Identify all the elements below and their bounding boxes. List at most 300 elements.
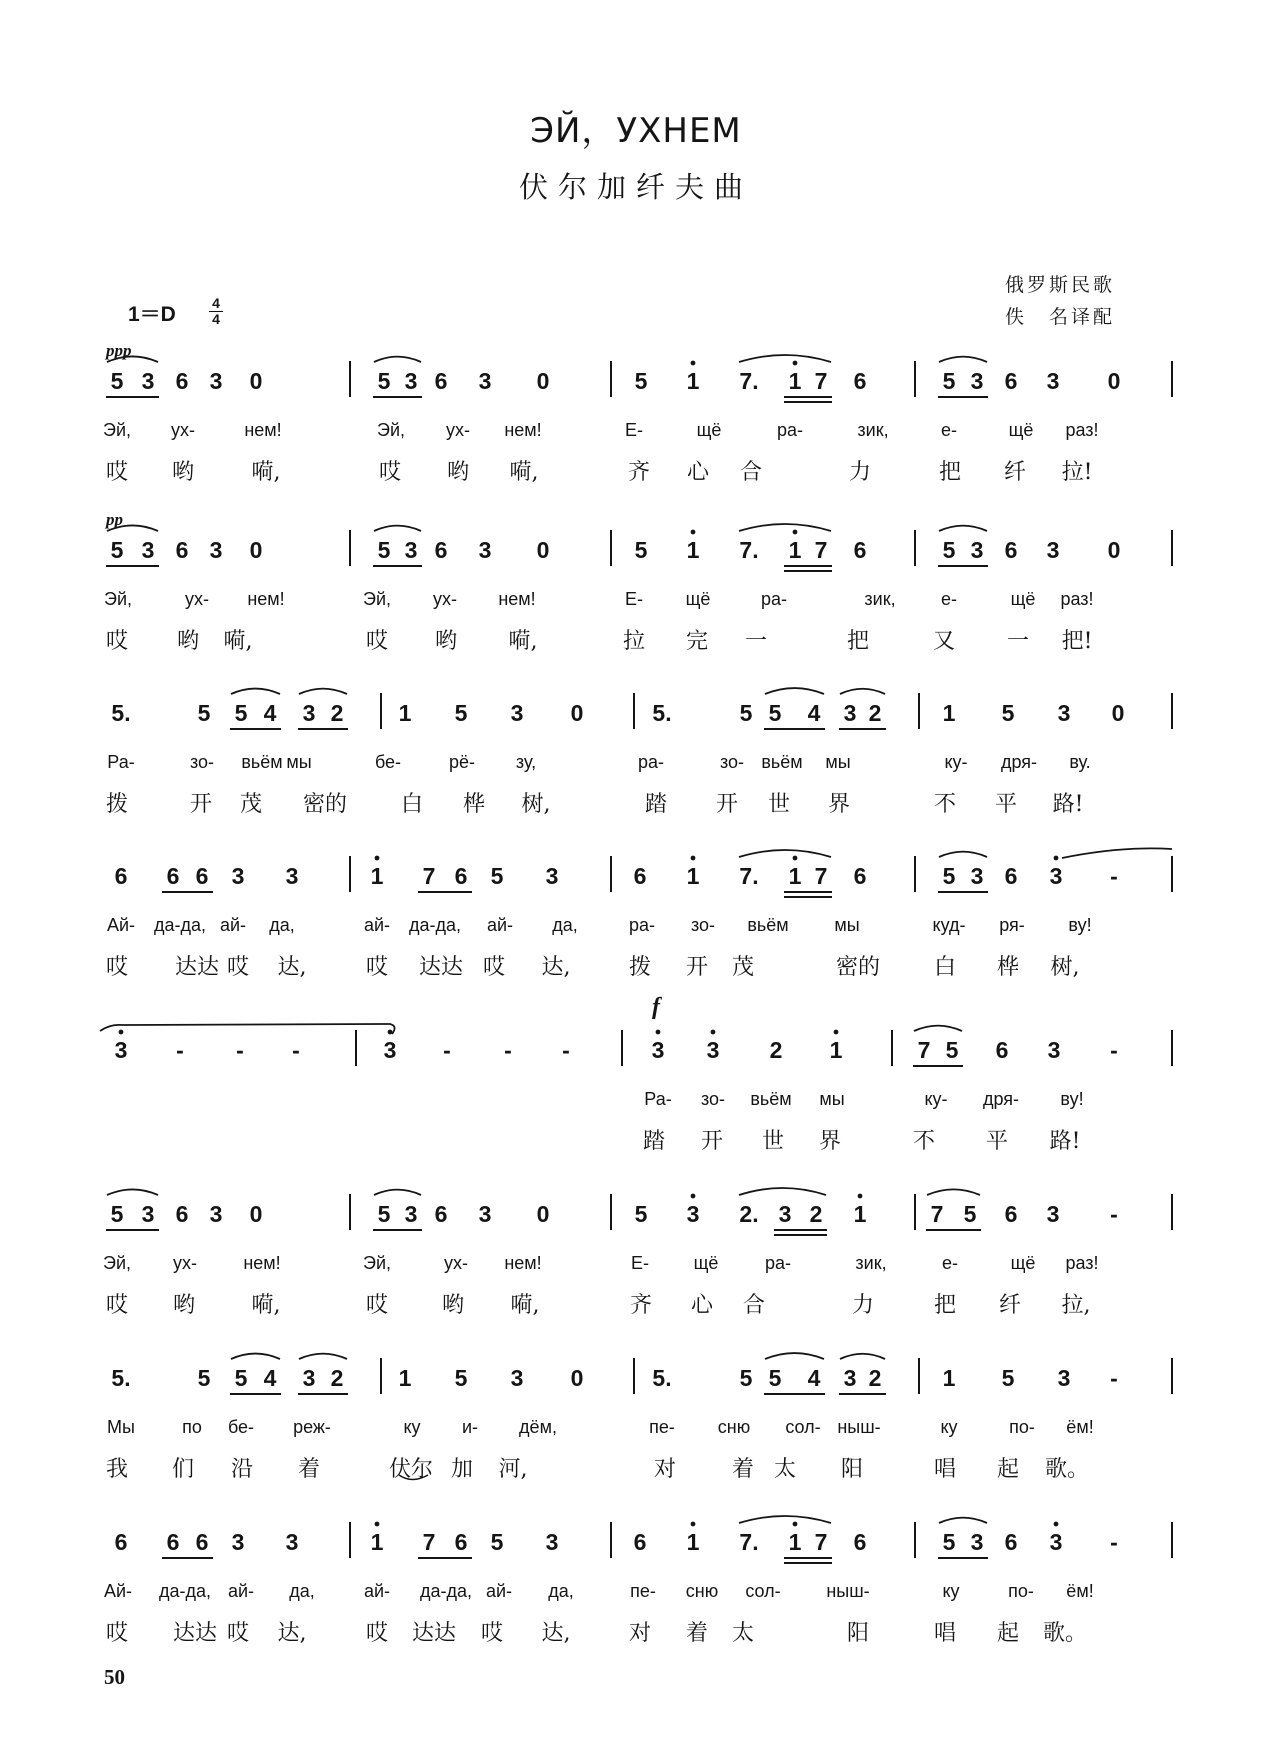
lyric-chinese: 哎 — [105, 629, 129, 654]
note: 7 — [814, 537, 828, 563]
slur — [840, 1354, 885, 1359]
lyric-chinese: 纤 — [1003, 460, 1027, 485]
high-octave-dot — [691, 1522, 696, 1527]
note: 1 — [370, 863, 384, 889]
lyric-russian: зо- — [700, 1089, 726, 1109]
note: 3 — [141, 1201, 155, 1227]
note: - — [1110, 863, 1118, 889]
slur — [739, 355, 831, 362]
note: 3 — [510, 1365, 524, 1391]
dynamic-mark: ppp — [106, 341, 132, 360]
lyric-chinese: 哟 — [172, 1293, 196, 1318]
lyric-russian: нем! — [243, 1253, 281, 1273]
lyric-chinese: 拨 — [105, 792, 129, 817]
note: - — [504, 1037, 512, 1063]
note: 7 — [930, 1201, 944, 1227]
note: 5 — [739, 1365, 753, 1391]
high-octave-dot — [858, 1194, 863, 1199]
note: 6 — [175, 537, 189, 563]
key-signature: 1＝D — [128, 303, 176, 326]
lyric-chinese: 齐 — [627, 460, 651, 485]
lyric-russian: ря- — [999, 915, 1025, 935]
slur — [765, 1353, 824, 1359]
note: 2 — [868, 1365, 882, 1391]
note: 3 — [383, 1037, 397, 1063]
lyric-chinese: 拨 — [628, 955, 652, 980]
lyric-russian: мы — [825, 752, 851, 772]
note: 7 — [814, 368, 828, 394]
note: 1 — [686, 537, 700, 563]
lyric-chinese: 把 — [846, 629, 870, 654]
slur — [939, 852, 987, 857]
lyric-chinese: 嗬, — [251, 460, 281, 485]
note: 3 — [209, 368, 223, 394]
note: 3 — [651, 1037, 665, 1063]
high-octave-dot — [793, 1522, 798, 1527]
note: 1 — [370, 1529, 384, 1555]
note: 3 — [1057, 700, 1071, 726]
lyric-chinese: 合 — [739, 460, 763, 485]
lyric-russian: да-да, — [153, 915, 207, 935]
lyric-russian: дря- — [1000, 752, 1038, 772]
lyric-chinese: 伏尔 — [388, 1457, 434, 1482]
high-octave-dot — [834, 1030, 839, 1035]
note: 1 — [942, 700, 956, 726]
note: 3 — [141, 537, 155, 563]
lyric-chinese: 又 — [932, 629, 956, 654]
note: 3 — [843, 700, 857, 726]
note: 6 — [853, 537, 867, 563]
lyric-russian: куд- — [932, 915, 966, 935]
note: 4 — [263, 1365, 277, 1391]
lyric-russian: ух- — [444, 1253, 468, 1273]
lyric-russian: да, — [289, 1581, 315, 1601]
note: 3 — [302, 700, 316, 726]
note: 6 — [1004, 368, 1018, 394]
slur — [231, 1354, 280, 1359]
note: - — [176, 1037, 184, 1063]
note: 3 — [1047, 1037, 1061, 1063]
note: 3 — [1049, 1529, 1063, 1555]
note: 6 — [853, 368, 867, 394]
lyric-russian: рё- — [448, 752, 476, 772]
note: 0 — [249, 368, 263, 394]
lyric-russian: раз! — [1060, 589, 1094, 609]
note: 1 — [398, 700, 412, 726]
lyric-chinese: 树, — [1050, 955, 1080, 980]
note: 6 — [166, 1529, 180, 1555]
note: 5 — [234, 1365, 248, 1391]
lyric-chinese: 达, — [541, 955, 571, 980]
high-octave-dot — [388, 1030, 393, 1035]
note: 3 — [545, 1529, 559, 1555]
slur — [914, 1026, 962, 1031]
lyric-chinese: 开 — [715, 792, 739, 817]
note: 5 — [945, 1037, 959, 1063]
lyric-chinese: 路! — [1052, 792, 1084, 817]
note: 3 — [404, 1201, 418, 1227]
note: 5 — [110, 1201, 124, 1227]
lyric-russian: нем! — [247, 589, 285, 609]
note: 1 — [686, 368, 700, 394]
lyric-chinese: 哎 — [105, 460, 129, 485]
lyric-chinese: 世 — [761, 1129, 785, 1154]
note: 6 — [434, 1201, 448, 1227]
note: 4 — [807, 700, 821, 726]
high-octave-dot — [691, 856, 696, 861]
lyric-russian: щё — [693, 1253, 719, 1273]
lyric-chinese: 拉 — [622, 629, 646, 654]
note: 3 — [231, 863, 245, 889]
lyric-russian: ву. — [1069, 752, 1091, 772]
lyric-chinese: 着 — [297, 1457, 321, 1482]
note: 3 — [478, 1201, 492, 1227]
note: 7 — [917, 1037, 931, 1063]
lyric-chinese: 心 — [686, 460, 710, 485]
note: 3 — [970, 863, 984, 889]
high-octave-dot — [375, 1522, 380, 1527]
note: - — [1110, 1365, 1118, 1391]
note: 3 — [510, 700, 524, 726]
high-octave-dot — [1054, 1522, 1059, 1527]
note: 5 — [634, 1201, 648, 1227]
lyric-chinese: 一 — [1006, 629, 1030, 654]
lyric-russian: ай- — [363, 1581, 391, 1601]
lyric-russian: зу, — [515, 752, 537, 772]
note: 3 — [478, 537, 492, 563]
slur — [374, 357, 421, 362]
note: 6 — [175, 368, 189, 394]
lyric-russian: зик, — [857, 420, 889, 440]
lyric-russian: нем! — [244, 420, 282, 440]
note: 1 — [942, 1365, 956, 1391]
lyric-russian: ух- — [433, 589, 457, 609]
note: 5 — [234, 700, 248, 726]
note: 5 — [942, 1529, 956, 1555]
slur — [939, 357, 987, 362]
lyric-chinese: 把! — [1061, 629, 1093, 654]
lyric-chinese: 着 — [685, 1621, 709, 1646]
lyric-russian: ух- — [171, 420, 195, 440]
note: - — [1110, 1529, 1118, 1555]
lyric-russian: вьём — [747, 915, 789, 935]
note: 0 — [536, 1201, 550, 1227]
note: 5. — [111, 1365, 131, 1391]
note: 5 — [454, 1365, 468, 1391]
lyric-chinese: 界 — [827, 792, 851, 817]
lyric-russian: мы — [819, 1089, 845, 1109]
lyric-chinese: 密的 — [835, 955, 881, 980]
lyric-chinese: 拉, — [1061, 1293, 1091, 1318]
note: 6 — [454, 863, 468, 889]
lyric-chinese: 阳 — [846, 1621, 870, 1646]
note: - — [443, 1037, 451, 1063]
lyric-chinese: 力 — [848, 460, 872, 485]
note: 6 — [175, 1201, 189, 1227]
lyric-russian: Ай- — [103, 1581, 133, 1601]
slur — [374, 526, 421, 531]
lyric-chinese: 嗬, — [508, 629, 538, 654]
lyric-russian: Е- — [631, 1253, 649, 1273]
note: 7. — [739, 537, 759, 563]
lyric-chinese: 纤 — [998, 1293, 1022, 1318]
note: 5 — [1001, 700, 1015, 726]
high-octave-dot — [691, 1194, 696, 1199]
note: 3 — [285, 863, 299, 889]
note: 3 — [1057, 1365, 1071, 1391]
note: 5 — [634, 537, 648, 563]
song-title: ЭЙ，УХНЕМ — [530, 111, 742, 151]
lyric-russian: сню — [717, 1417, 751, 1437]
note: 2. — [739, 1201, 759, 1227]
note: 0 — [249, 537, 263, 563]
note: 3 — [970, 537, 984, 563]
lyric-chinese: 我 — [105, 1457, 129, 1482]
note: 5 — [942, 863, 956, 889]
lyric-chinese: 哎 — [480, 1621, 504, 1646]
slur — [299, 1354, 347, 1359]
lyric-russian: ку — [403, 1417, 421, 1437]
note: 1 — [686, 863, 700, 889]
lyric-chinese: 达达 — [174, 955, 220, 980]
lyric-chinese: 哎 — [105, 955, 129, 980]
note: 7 — [814, 863, 828, 889]
lyric-russian: сол- — [785, 1417, 821, 1437]
note: 7. — [739, 1529, 759, 1555]
note: 3 — [404, 537, 418, 563]
note: - — [562, 1037, 570, 1063]
lyric-russian: Эй, — [377, 420, 405, 440]
high-octave-dot — [375, 856, 380, 861]
slur — [765, 688, 824, 694]
note: 5 — [768, 700, 782, 726]
lyric-chinese: 河, — [498, 1457, 528, 1482]
lyric-chinese: 对 — [653, 1457, 677, 1482]
lyric-chinese: 白 — [400, 792, 424, 817]
lyric-chinese: 茂 — [239, 792, 263, 817]
lyric-russian: пе- — [649, 1417, 675, 1437]
slur — [939, 1518, 987, 1523]
lyric-chinese: 嗬, — [251, 1293, 281, 1318]
lyric-chinese: 把 — [938, 460, 962, 485]
lyric-chinese: 哎 — [226, 955, 250, 980]
note: 0 — [570, 700, 584, 726]
lyric-chinese: 达达 — [172, 1621, 218, 1646]
lyric-russian: ём! — [1066, 1581, 1094, 1601]
lyric-russian: вьём — [241, 752, 283, 772]
lyric-russian: ра- — [628, 915, 656, 935]
lyric-russian: зо- — [690, 915, 716, 935]
lyric-russian: дря- — [982, 1089, 1020, 1109]
lyric-russian: ку- — [944, 752, 968, 772]
lyric-russian: ку — [942, 1581, 960, 1601]
lyric-russian: да-да, — [419, 1581, 473, 1601]
note: 6 — [633, 1529, 647, 1555]
note: 5. — [652, 700, 672, 726]
note: 5 — [942, 537, 956, 563]
lyric-chinese: 们 — [171, 1457, 195, 1482]
lyric-chinese: 哎 — [378, 460, 402, 485]
slur — [739, 1516, 831, 1523]
lyric-russian: ныш- — [837, 1417, 881, 1437]
lyric-russian: е- — [941, 1253, 959, 1273]
lyric-russian: ух- — [173, 1253, 197, 1273]
note: 5 — [377, 537, 391, 563]
high-octave-dot — [793, 530, 798, 535]
note: 7. — [739, 863, 759, 889]
lyric-russian: Эй, — [363, 1253, 391, 1273]
note: 7 — [814, 1529, 828, 1555]
lyric-chinese: 开 — [189, 792, 213, 817]
lyric-chinese: 踏 — [642, 1129, 666, 1154]
lyric-russian: зик, — [864, 589, 896, 609]
lyric-russian: щё — [1008, 420, 1034, 440]
lyric-chinese: 嗬, — [510, 1293, 540, 1318]
note: 5 — [739, 700, 753, 726]
dynamic-mark: f — [652, 994, 660, 1020]
high-octave-dot — [711, 1030, 716, 1035]
lyric-russian: ныш- — [826, 1581, 870, 1601]
lyric-russian: ай- — [219, 915, 247, 935]
note: 3 — [706, 1037, 720, 1063]
lyric-chinese: 达, — [277, 955, 307, 980]
note: 5 — [768, 1365, 782, 1391]
lyric-russian: да-да, — [408, 915, 462, 935]
note: - — [1110, 1037, 1118, 1063]
note: 5 — [197, 700, 211, 726]
lyric-russian: ра- — [760, 589, 788, 609]
note: 3 — [778, 1201, 792, 1227]
note: 5 — [110, 537, 124, 563]
lyric-russian: мы — [286, 752, 312, 772]
note: 2 — [330, 700, 344, 726]
note: 6 — [454, 1529, 468, 1555]
lyric-russian: ра- — [637, 752, 665, 772]
note: 5 — [634, 368, 648, 394]
note: 2 — [809, 1201, 823, 1227]
high-octave-dot — [119, 1030, 124, 1035]
slur — [939, 526, 987, 531]
lyric-chinese: 踏 — [644, 792, 668, 817]
lyric-russian: по- — [1009, 1417, 1035, 1437]
note: 5 — [490, 1529, 504, 1555]
slur — [231, 689, 280, 694]
high-octave-dot — [793, 856, 798, 861]
note: 3 — [231, 1529, 245, 1555]
note: 5 — [942, 368, 956, 394]
note: 6 — [853, 1529, 867, 1555]
lyric-chinese: 不 — [912, 1129, 936, 1154]
lyric-russian: бе- — [374, 752, 402, 772]
lyric-russian: Ра- — [107, 752, 135, 772]
lyric-chinese: 完 — [685, 629, 709, 654]
slur — [840, 689, 885, 694]
dynamic-mark: pp — [106, 510, 123, 529]
note: 3 — [114, 1037, 128, 1063]
note: 2 — [330, 1365, 344, 1391]
lyric-chinese: 沿 — [230, 1457, 254, 1482]
lyric-russian: нем! — [498, 589, 536, 609]
lyric-chinese: 世 — [767, 792, 791, 817]
lyric-chinese: 嗬, — [223, 629, 253, 654]
note: 7. — [739, 368, 759, 394]
note: 1 — [398, 1365, 412, 1391]
note: 3 — [209, 537, 223, 563]
lyric-chinese: 哟 — [176, 629, 200, 654]
high-octave-dot — [1054, 856, 1059, 861]
note: 1 — [853, 1201, 867, 1227]
note: 3 — [302, 1365, 316, 1391]
note: 7 — [422, 1529, 436, 1555]
note: 1 — [788, 863, 802, 889]
lyric-chinese: 嗬, — [509, 460, 539, 485]
lyric-chinese: 开 — [700, 1129, 724, 1154]
credit-translator: 佚 名译配 — [1005, 306, 1116, 328]
note: 6 — [195, 863, 209, 889]
note: 3 — [970, 368, 984, 394]
lyric-chinese: 加 — [450, 1457, 474, 1482]
lyric-chinese: 一 — [744, 629, 768, 654]
lyric-chinese: 唱 — [933, 1621, 957, 1646]
lyric-chinese: 对 — [628, 1621, 652, 1646]
note: 6 — [1004, 1529, 1018, 1555]
lyric-chinese: 哎 — [226, 1621, 250, 1646]
lyric-chinese: 力 — [851, 1293, 875, 1318]
lyric-russian: нем! — [504, 420, 542, 440]
note: 4 — [807, 1365, 821, 1391]
song-subtitle: 伏尔加纤夫曲 — [518, 170, 753, 204]
note: - — [1110, 1201, 1118, 1227]
note: 0 — [1107, 537, 1121, 563]
page-number: 50 — [104, 1665, 125, 1689]
lyric-russian: да, — [548, 1581, 574, 1601]
lyric-chinese: 哎 — [365, 1621, 389, 1646]
lyric-russian: Ра- — [644, 1089, 672, 1109]
note: 6 — [1004, 1201, 1018, 1227]
lyric-russian: и- — [461, 1417, 479, 1437]
note: 3 — [209, 1201, 223, 1227]
high-octave-dot — [691, 530, 696, 535]
lyric-russian: ра- — [776, 420, 804, 440]
lyric-chinese: 平 — [985, 1129, 1009, 1154]
lyric-russian: щё — [685, 589, 711, 609]
lyric-chinese: 拉! — [1061, 460, 1093, 485]
lyric-chinese: 哟 — [171, 460, 195, 485]
lyric-chinese: 界 — [818, 1129, 842, 1154]
lyric-chinese: 桦 — [462, 792, 486, 817]
note: 0 — [249, 1201, 263, 1227]
slur — [299, 689, 347, 694]
lyric-chinese: 阳 — [840, 1457, 864, 1482]
note: 5. — [111, 700, 131, 726]
note: 4 — [263, 700, 277, 726]
note: 3 — [970, 1529, 984, 1555]
lyric-russian: ём! — [1066, 1417, 1094, 1437]
lyric-chinese: 哎 — [365, 955, 389, 980]
note: 1 — [686, 1529, 700, 1555]
lyric-chinese: 平 — [994, 792, 1018, 817]
lyric-russian: Е- — [625, 589, 643, 609]
note: 5 — [197, 1365, 211, 1391]
tie — [1062, 848, 1172, 858]
lyric-chinese: 把 — [933, 1293, 957, 1318]
lyric-russian: ай- — [485, 1581, 513, 1601]
lyric-chinese: 达达 — [411, 1621, 457, 1646]
lyric-chinese: 哟 — [434, 629, 458, 654]
lyric-russian: ку- — [924, 1089, 948, 1109]
lyric-chinese: 哎 — [365, 629, 389, 654]
note: 6 — [1004, 863, 1018, 889]
